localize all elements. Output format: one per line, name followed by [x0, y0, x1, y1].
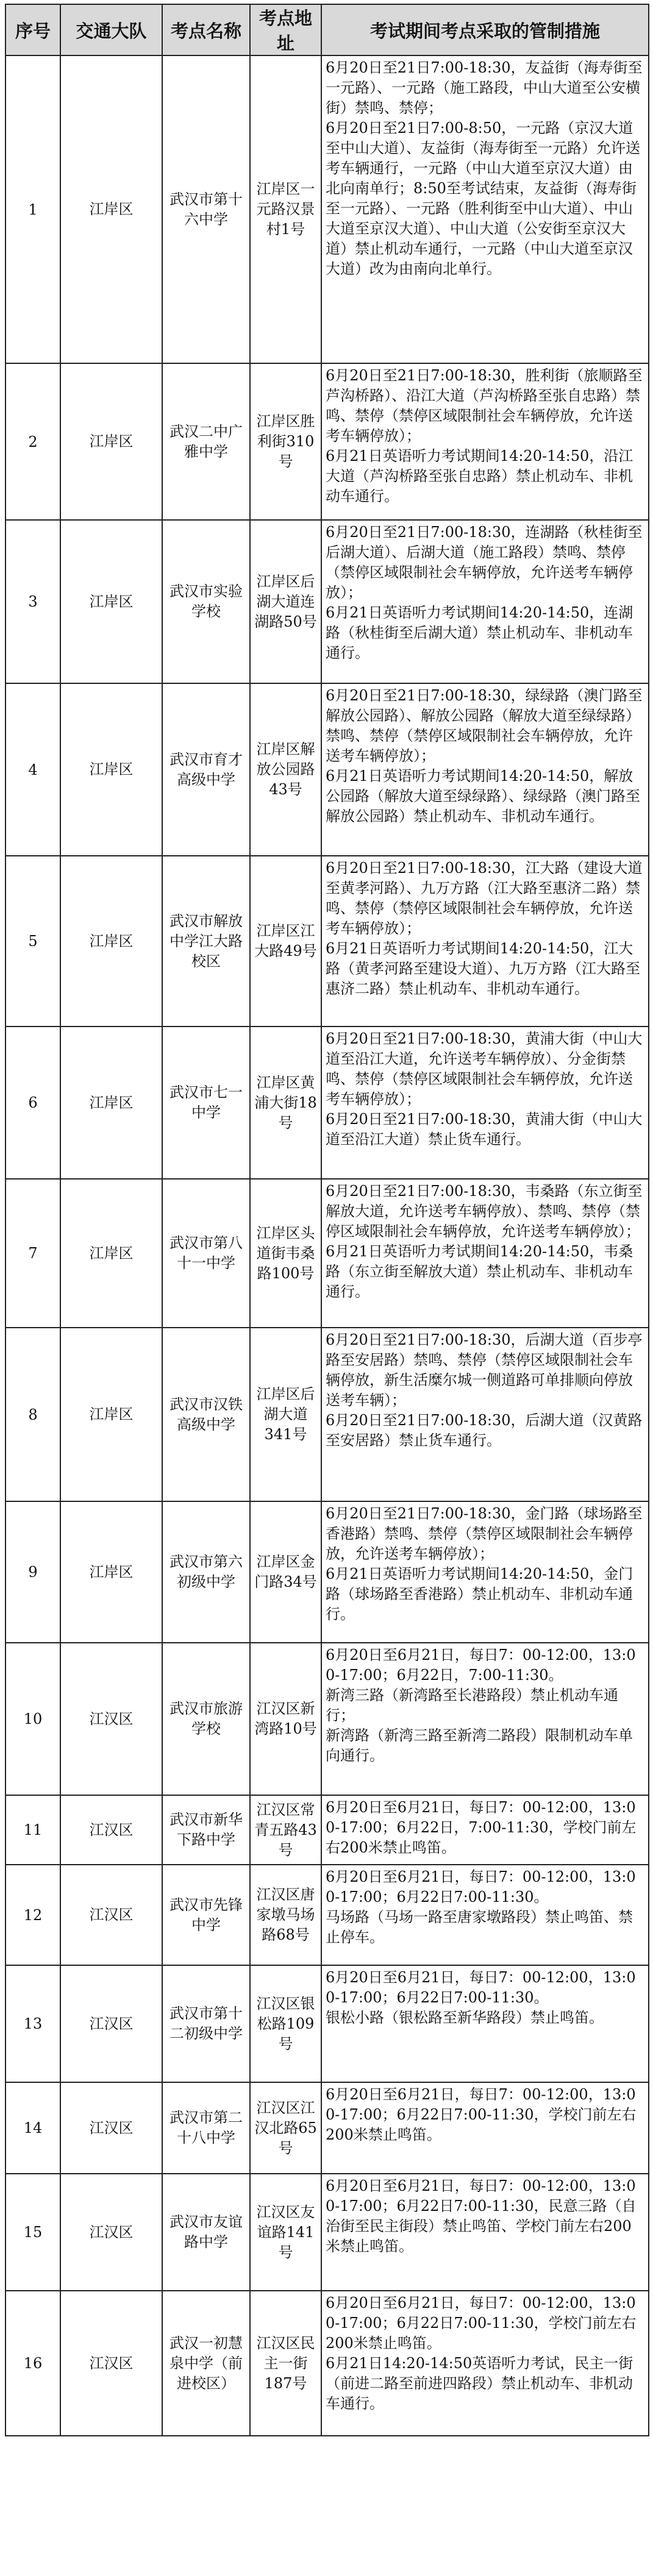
cell-measures: 6月20日至21日7:00-18:30，胜利街（旅顺路至芦沟桥路）、沿江大道（芦沟桥路至张自忠路）禁鸣、禁停（禁停区域限制社会车辆停放，允许送考车辆停放）； 6月21日英语听力考试期间14:20-14:50，沿江大道（芦沟桥路至张自忠路）禁止机动车、非机动车通行。: [321, 363, 649, 520]
cell-school-name: 武汉市第八十一中学: [162, 1179, 250, 1328]
cell-measures: 6月20日至6月21日，每日7：00-12:00，13:00-17:00；6月22日，7:00-11:30。 新湾三路（新湾路至长港路段）禁止机动车通行； 新湾路（新湾三路至新湾二路段）限制机动车单向通行。: [321, 1643, 649, 1795]
cell-measures: 6月20日至21日7:00-18:30，韦桑路（东立街至解放大道，允许送考车辆停放）、禁鸣、禁停（禁停区域限制社会车辆停放，允许送考车辆停放）； 6月21日英语听力考试期间14:20-14:50，韦桑路（东立街至解放大道）禁止机动车、非机动车通行。: [321, 1179, 649, 1328]
cell-school-name: 武汉市先锋中学: [162, 1865, 250, 1965]
cell-address: 江岸区江大路49号: [250, 856, 321, 1026]
cell-address: 江岸区后湖大道341号: [250, 1328, 321, 1501]
cell-measures: 6月20日至6月21日，每日7：00-12:00，13:00-17:00；6月22日7:00-11:30，民意三路（自治街至民主街段）禁止鸣笛、学校门前左右200米禁止鸣笛。: [321, 2174, 649, 2291]
cell-no: 7: [5, 1179, 60, 1328]
cell-team: 江岸区: [60, 363, 162, 520]
cell-no: 4: [5, 683, 60, 856]
table-row: [5, 1179, 649, 1328]
header-no: 序号: [5, 4, 60, 55]
cell-no: 10: [5, 1643, 60, 1795]
header-address: 考点地址: [250, 4, 321, 55]
cell-no: 14: [5, 2082, 60, 2174]
cell-measures: 6月20日至21日7:00-18:30，黄浦大街（中山大道至沿江大道，允许送考车辆停放）、分金街禁鸣、禁停（禁停区域限制社会车辆停放，允许送考车辆停放）； 6月20日至21日7:00-18:30，黄浦大街（中山大道至沿江大道）禁止货车通行。: [321, 1026, 649, 1179]
cell-team: 江岸区: [60, 1026, 162, 1179]
cell-school-name: 武汉市友谊路中学: [162, 2174, 250, 2291]
cell-measures: 6月20日至21日7:00-18:30，金门路（球场路至香港路）禁鸣、禁停（禁停区域限制社会车辆停放，允许送考车辆停放）； 6月21日英语听力考试期间14:20-14:50，金门路（球场路至香港路）禁止机动车、非机动车通行。: [321, 1501, 649, 1643]
cell-team: 江岸区: [60, 1328, 162, 1501]
cell-no: 12: [5, 1865, 60, 1965]
cell-team: 江岸区: [60, 1179, 162, 1328]
exam-traffic-control-table: [5, 4, 649, 2436]
cell-address: 江汉区唐家墩马场路68号: [250, 1865, 321, 1965]
table-body: [5, 55, 649, 2436]
table-row: [5, 55, 649, 363]
cell-team: 江汉区: [60, 1865, 162, 1965]
cell-address: 江岸区胜利街310号: [250, 363, 321, 520]
cell-school-name: 武汉二中广雅中学: [162, 363, 250, 520]
table-header: [5, 4, 649, 55]
cell-team: 江岸区: [60, 1501, 162, 1643]
cell-team: 江汉区: [60, 2291, 162, 2436]
table-row: [5, 1501, 649, 1643]
cell-no: 13: [5, 1965, 60, 2082]
cell-team: 江汉区: [60, 1643, 162, 1795]
cell-measures: 6月20日至6月21日，每日7：00-12:00，13:00-17:00；6月22日7:00-11:30。 马场路（马场一路至唐家墩路段）禁止鸣笛、禁止停车。: [321, 1865, 649, 1965]
cell-measures: 6月20日至21日7:00-18:30，后湖大道（百步亭路至安居路）禁鸣、禁停（禁停区域限制社会车辆停放，新生活糜尔城一侧道路可单排顺向停放送考车辆）； 6月20日至21日7:00-18:30，后湖大道（汉黄路至安居路）禁止货车通行。: [321, 1328, 649, 1501]
cell-school-name: 武汉市第十二初级中学: [162, 1965, 250, 2082]
cell-school-name: 武汉市育才高级中学: [162, 683, 250, 856]
cell-measures: 6月20日至21日7:00-18:30，绿绿路（澳门路至解放公园路）、解放公园路（解放大道至绿绿路）禁鸣、禁停（禁停区域限制社会车辆停放，允许送考车辆停放）； 6月21日英语听力考试期间14:20-14:50，解放公园路（解放大道至绿绿路）、绿绿路（澳门路至解放公园路）禁止机动车、非机动车通行。: [321, 683, 649, 856]
table-row: [5, 520, 649, 683]
header-row: [5, 4, 649, 55]
cell-school-name: 武汉市第二十八中学: [162, 2082, 250, 2174]
cell-address: 江岸区解放公园路43号: [250, 683, 321, 856]
cell-address: 江岸区头道街韦桑路100号: [250, 1179, 321, 1328]
cell-measures: 6月20日至6月21日，每日7：00-12:00，13:00-17:00；6月22日7:00-11:30。 银松小路（银松路至新华路段）禁止鸣笛。: [321, 1965, 649, 2082]
table-row: [5, 1965, 649, 2082]
cell-measures: 6月20日至21日7:00-18:30，友益街（海寿街至一元路）、一元路（施工路段，中山大道至公安横街）禁鸣、禁停； 6月20日至21日7:00-8:50，一元路（京汉大道至中山大道）、友益街（海寿街至一元路）允许送考车辆通行，一元路（中山大道至京汉大道）由北向南单行；8:50至考试结束，友益街（海寿街至一元路）、一元路（胜利街至中山大道）、中山大道至京汉大道）、中山大道（公安街至京汉大道）禁止机动车通行，一元路（中山大道至京汉大道）改为由南向北单行。: [321, 55, 649, 363]
cell-no: 8: [5, 1328, 60, 1501]
cell-school-name: 武汉市第六初级中学: [162, 1501, 250, 1643]
cell-no: 9: [5, 1501, 60, 1643]
cell-measures: 6月20日至21日7:00-18:30，江大路（建设大道至黄孝河路）、九万方路（江大路至惠济二路）禁鸣、禁停（禁停区域限制社会车辆停放，允许送考车辆停放）； 6月21日英语听力考试期间14:20-14:50，江大路（黄孝河路至建设大道）、九万方路（江大路至惠济二路）禁止机动车、非机动车通行。: [321, 856, 649, 1026]
table-row: [5, 2082, 649, 2174]
cell-measures: 6月20日至6月21日，每日7：00-12:00，13:00-17:00；6月22日，7:00-11:30，学校门前左右200米禁止鸣笛。: [321, 1795, 649, 1865]
cell-address: 江汉区常青五路43号: [250, 1795, 321, 1865]
cell-school-name: 武汉市新华下路中学: [162, 1795, 250, 1865]
cell-team: 江岸区: [60, 856, 162, 1026]
table-row: [5, 856, 649, 1026]
cell-school-name: 武汉市汉铁高级中学: [162, 1328, 250, 1501]
cell-team: 江岸区: [60, 55, 162, 363]
cell-team: 江汉区: [60, 1965, 162, 2082]
table-row: [5, 2291, 649, 2436]
cell-no: 1: [5, 55, 60, 363]
cell-no: 2: [5, 363, 60, 520]
cell-address: 江汉区银松路109号: [250, 1965, 321, 2082]
table-row: [5, 363, 649, 520]
table-row: [5, 1795, 649, 1865]
cell-school-name: 武汉市第十六中学: [162, 55, 250, 363]
cell-school-name: 武汉市七一中学: [162, 1026, 250, 1179]
header-team: 交通大队: [60, 4, 162, 55]
cell-school-name: 武汉市旅游学校: [162, 1643, 250, 1795]
cell-no: 3: [5, 520, 60, 683]
cell-address: 江汉区友谊路141号: [250, 2174, 321, 2291]
cell-address: 江汉区新湾路10号: [250, 1643, 321, 1795]
cell-school-name: 武汉市解放中学江大路校区: [162, 856, 250, 1026]
cell-address: 江岸区金门路34号: [250, 1501, 321, 1643]
table-row: [5, 1026, 649, 1179]
cell-address: 江汉区江汉北路65号: [250, 2082, 321, 2174]
cell-team: 江岸区: [60, 683, 162, 856]
table-row: [5, 1328, 649, 1501]
table-row: [5, 1643, 649, 1795]
cell-team: 江汉区: [60, 1795, 162, 1865]
cell-no: 11: [5, 1795, 60, 1865]
cell-measures: 6月20日至6月21日，每日7：00-12:00，13:00-17:00；6月22日7:00-11:30，学校门前左右200米禁止鸣笛。: [321, 2082, 649, 2174]
cell-measures: 6月20日至6月21日，每日7：00-12:00，13:00-17:00；6月22日7:00-11:30，学校门前左右200米禁止鸣笛。 6月21日14:20-14:50英语听力考试，民主一街（前进二路至前进四路段）禁止机动车、非机动车通行。: [321, 2291, 649, 2436]
cell-school-name: 武汉市实验学校: [162, 520, 250, 683]
cell-team: 江汉区: [60, 2174, 162, 2291]
cell-no: 15: [5, 2174, 60, 2291]
cell-team: 江岸区: [60, 520, 162, 683]
table-row: [5, 2174, 649, 2291]
header-name: 考点名称: [162, 4, 250, 55]
cell-address: 江岸区黄浦大街18号: [250, 1026, 321, 1179]
table-row: [5, 1865, 649, 1965]
cell-measures: 6月20日至21日7:00-18:30，连湖路（秋桂街至后湖大道）、后湖大道（施工路段）禁鸣、禁停（禁停区域限制社会车辆停放，允许送考车辆停放）； 6月21日英语听力考试期间14:20-14:50，连湖路（秋桂街至后湖大道）禁止机动车、非机动车通行。: [321, 520, 649, 683]
header-measures: 考试期间考点采取的管制措施: [321, 4, 649, 55]
cell-team: 江汉区: [60, 2082, 162, 2174]
cell-address: 江汉区民主一街187号: [250, 2291, 321, 2436]
cell-address: 江岸区后湖大道连湖路50号: [250, 520, 321, 683]
cell-no: 5: [5, 856, 60, 1026]
cell-address: 江岸区一元路汉景村1号: [250, 55, 321, 363]
table-row: [5, 683, 649, 856]
cell-no: 16: [5, 2291, 60, 2436]
cell-no: 6: [5, 1026, 60, 1179]
cell-school-name: 武汉一初慧泉中学（前进校区）: [162, 2291, 250, 2436]
